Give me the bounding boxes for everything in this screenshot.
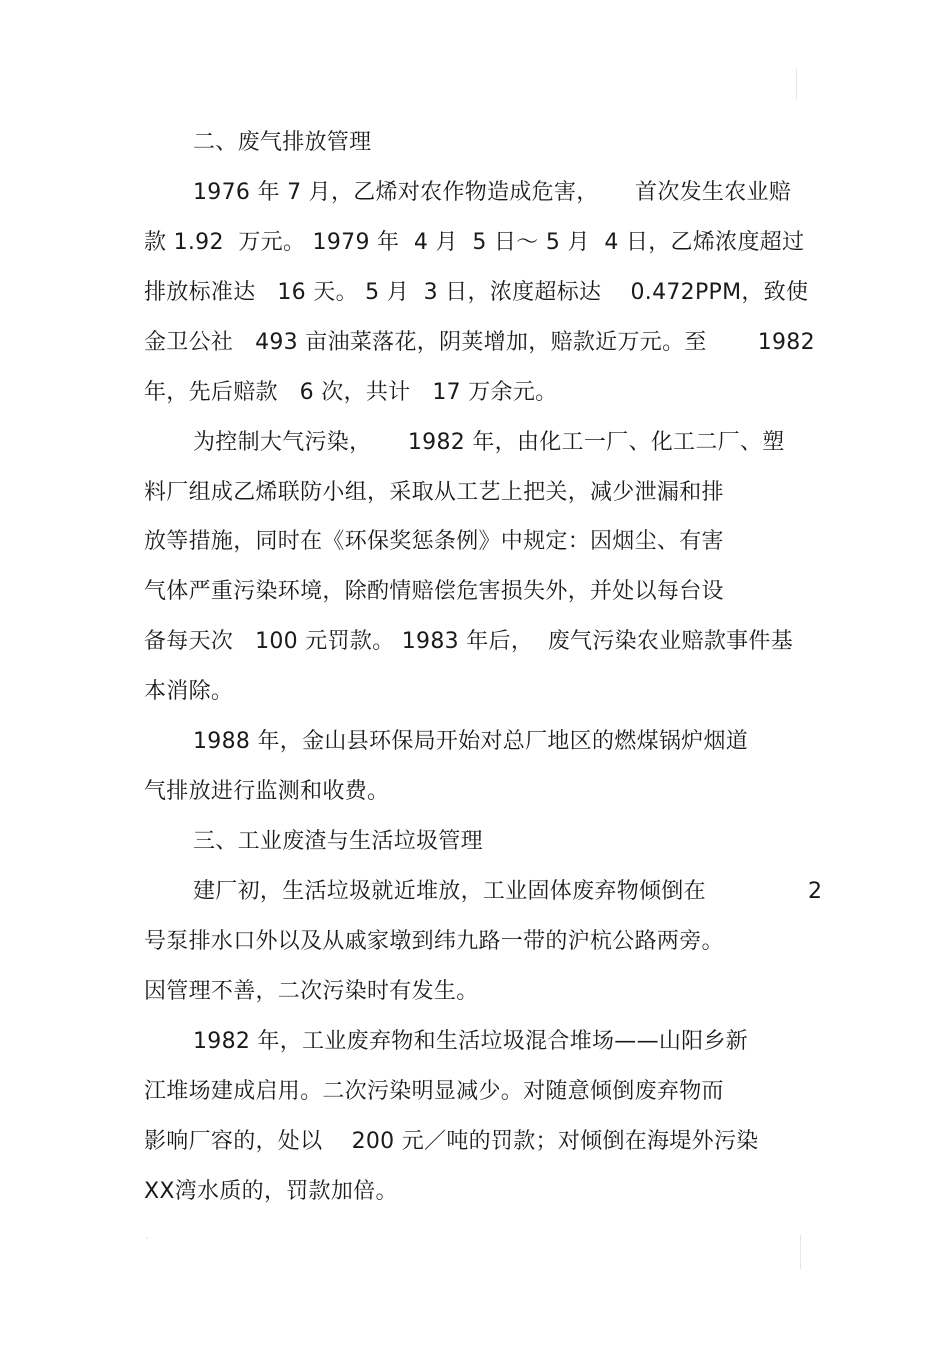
section-heading-exhaust-gas: 二、废气排放管理: [193, 130, 372, 155]
text-line: 备每天次 100 元罚款。 1983 年后， 废气污染农业赔款事件基: [144, 629, 794, 654]
text-line: 气体严重污染环境，除酌情赔偿危害损失外，并处以每台设: [144, 579, 724, 604]
text-line: 为控制大气污染， 1982 年，由化工一厂、化工二厂、塑: [193, 430, 785, 455]
text-line: 料厂组成乙烯联防小组，采取从工艺上把关，减少泄漏和排: [144, 480, 724, 505]
text-line: 金卫公社 493 亩油菜落花，阴荚增加，赔款近万元。至 1982: [144, 330, 815, 355]
text-line: 1976 年 7 月，乙烯对农作物造成危害， 首次发生农业赔: [193, 180, 792, 205]
text-line: 年，先后赔款 6 次，共计 17 万余元。: [144, 380, 558, 405]
text-line: 江堆场建成启用。二次污染明显减少。对随意倾倒废弃物而: [144, 1079, 724, 1104]
page-margin-mark-bottom-left: [146, 1237, 148, 1239]
text-line: 气排放进行监测和收费。: [144, 779, 390, 804]
page-margin-mark-bottom: [800, 1235, 801, 1269]
text-line: 号泵排水口外以及从戚家墩到纬九路一带的沪杭公路两旁。: [144, 929, 724, 954]
text-line: 放等措施，同时在《环保奖惩条例》中规定：因烟尘、有害: [144, 529, 724, 554]
text-line: 本消除。: [144, 679, 234, 704]
text-line: 1988 年，金山县环保局开始对总厂地区的燃煤锅炉烟道: [193, 729, 749, 754]
text-line: 1982 年，工业废弃物和生活垃圾混合堆场——山阳乡新: [193, 1029, 749, 1054]
text-line: 排放标准达 16 天。 5 月 3 日，浓度超标达 0.472PPM，致使: [144, 280, 809, 305]
text-line: 因管理不善，二次污染时有发生。: [144, 979, 479, 1004]
page-margin-mark-top: [796, 68, 797, 100]
text-line: XX湾水质的，罚款加倍。: [144, 1179, 398, 1204]
text-line: 款 1.92 万元。 1979 年 4 月 5 日～ 5 月 4 日，乙烯浓度超过: [144, 230, 805, 255]
text-line: 建厂初，生活垃圾就近堆放，工业固体废弃物倾倒在 2: [193, 879, 823, 904]
text-line: 影响厂容的，处以 200 元／吨的罚款；对倾倒在海堤外污染: [144, 1129, 759, 1154]
section-heading-solid-waste: 三、工业废渣与生活垃圾管理: [193, 829, 483, 854]
